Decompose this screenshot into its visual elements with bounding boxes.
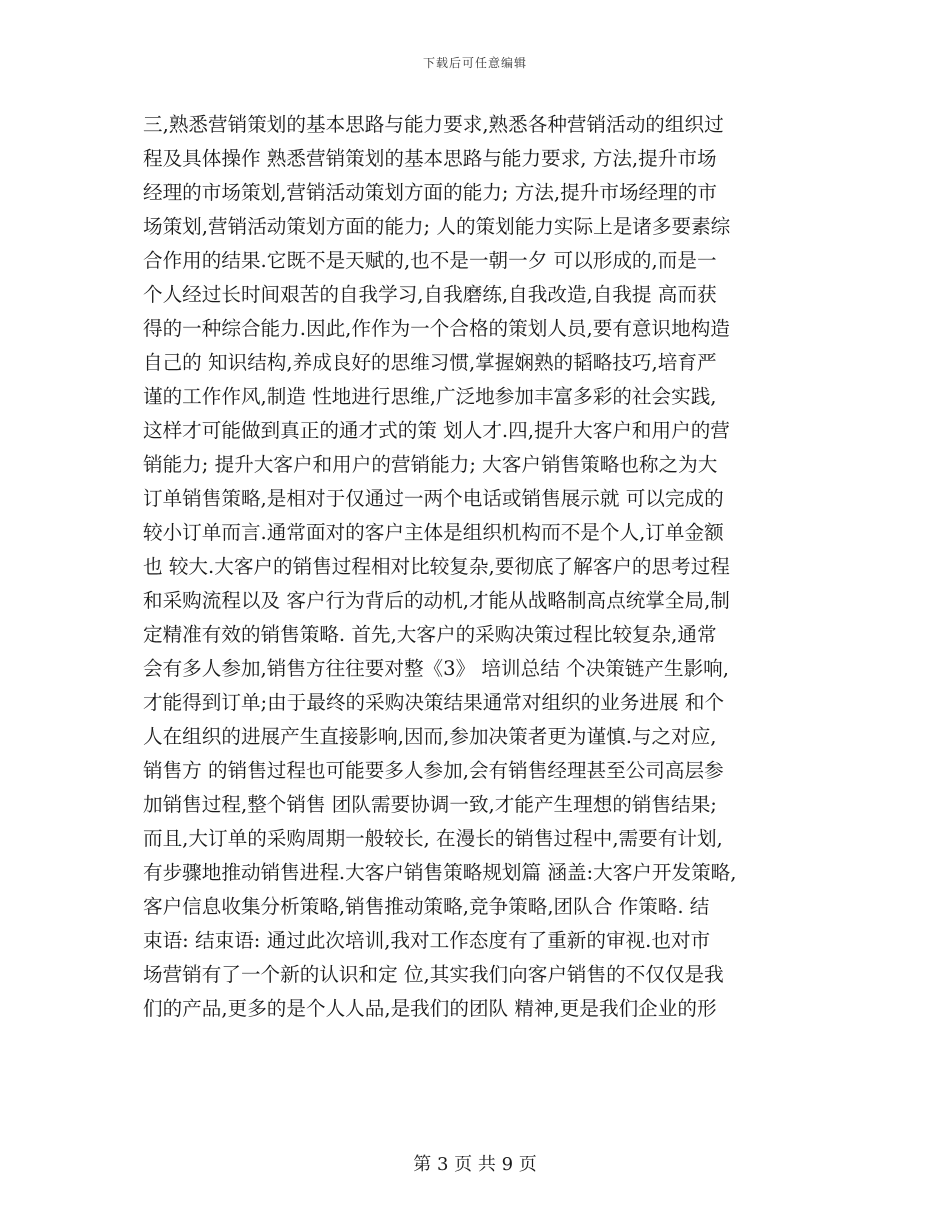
text-line: 程及具体操作 熟悉营销策划的基本思路与能力要求, 方法,提升市场 bbox=[143, 147, 717, 170]
text-line: 得的一种综合能力.因此,作作为一个合格的策划人员,要有意识地构造 bbox=[143, 317, 730, 340]
text-line: 而且,大订单的采购周期一般较长, 在漫长的销售过程中,需要有计划, bbox=[143, 827, 723, 850]
text-line: 订单销售策略,是相对于仅通过一两个电话或销售展示就 可以完成的 bbox=[143, 487, 724, 510]
text-line: 自己的 知识结构,养成良好的思维习惯,掌握娴熟的韬略技巧,培育严 bbox=[143, 351, 717, 374]
text-line: 才能得到订单;由于最终的采购决策结果通常对组织的业务进展 和个 bbox=[143, 691, 725, 714]
text-line: 人在组织的进展产生直接影响,因而,参加决策者更为谨慎.与之对应, bbox=[143, 725, 717, 748]
text-line: 合作用的结果.它既不是天赋的,也不是一朝一夕 可以形成的,而是一 bbox=[143, 249, 717, 272]
text-line: 场策划,营销活动策划方面的能力; 人的策划能力实际上是诸多要素综 bbox=[143, 215, 731, 238]
text-line: 场营销有了一个新的认识和定 位,其实我们向客户销售的不仅仅是我 bbox=[143, 963, 724, 986]
text-line: 三,熟悉营销策划的基本思路与能力要求,熟悉各种营销活动的组织过 bbox=[143, 113, 724, 136]
text-line: 个人经过长时间艰苦的自我学习,自我磨练,自我改造,自我提 高而获 bbox=[143, 283, 717, 306]
text-line: 和采购流程以及 客户行为背后的动机,才能从战略制高点统掌全局,制 bbox=[143, 589, 730, 612]
text-line: 这样才可能做到真正的通才式的策 划人才.四,提升大客户和用户的营 bbox=[143, 419, 730, 442]
text-line: 束语: 结束语: 通过此次培训,我对工作态度有了重新的审视.也对市 bbox=[143, 929, 711, 952]
text-line: 销能力; 提升大客户和用户的营销能力; 大客户销售策略也称之为大 bbox=[143, 453, 718, 476]
text-line: 也 较大.大客户的销售过程相对比较复杂,要彻底了解客户的思考过程 bbox=[143, 555, 730, 578]
page-number-footer: 第 3 页 共 9 页 bbox=[413, 1154, 537, 1175]
text-line: 们的产品,更多的是个人人品,是我们的团队 精神,更是我们企业的形 bbox=[143, 997, 717, 1020]
text-line: 定精准有效的销售策略. 首先,大客户的采购决策过程比较复杂,通常 bbox=[143, 623, 717, 646]
text-line: 经理的市场策划,营销活动策划方面的能力; 方法,提升市场经理的市 bbox=[143, 181, 717, 204]
text-line: 加销售过程,整个销售 团队需要协调一致,才能产生理想的销售结果; bbox=[143, 793, 717, 816]
text-line: 谨的工作作风,制造 性地进行思维,广泛地参加丰富多彩的社会实践, bbox=[143, 385, 717, 408]
text-line: 会有多人参加,销售方往往要对整《3》 培训总结 个决策链产生影响, bbox=[143, 657, 730, 680]
text-line: 客户信息收集分析策略,销售推动策略,竞争策略,团队合 作策略. 结 bbox=[143, 895, 710, 918]
text-line: 有步骤地推动销售进程.大客户销售策略规划篇 涵盖:大客户开发策略, bbox=[143, 861, 737, 884]
document-body bbox=[143, 108, 813, 1026]
page-header: 下载后可任意编辑 bbox=[422, 56, 527, 70]
text-line: 较小订单而言.通常面对的客户主体是组织机构而不是个人,订单金额 bbox=[143, 521, 724, 544]
text-line: 销售方 的销售过程也可能要多人参加,会有销售经理甚至公司高层参 bbox=[143, 759, 724, 782]
